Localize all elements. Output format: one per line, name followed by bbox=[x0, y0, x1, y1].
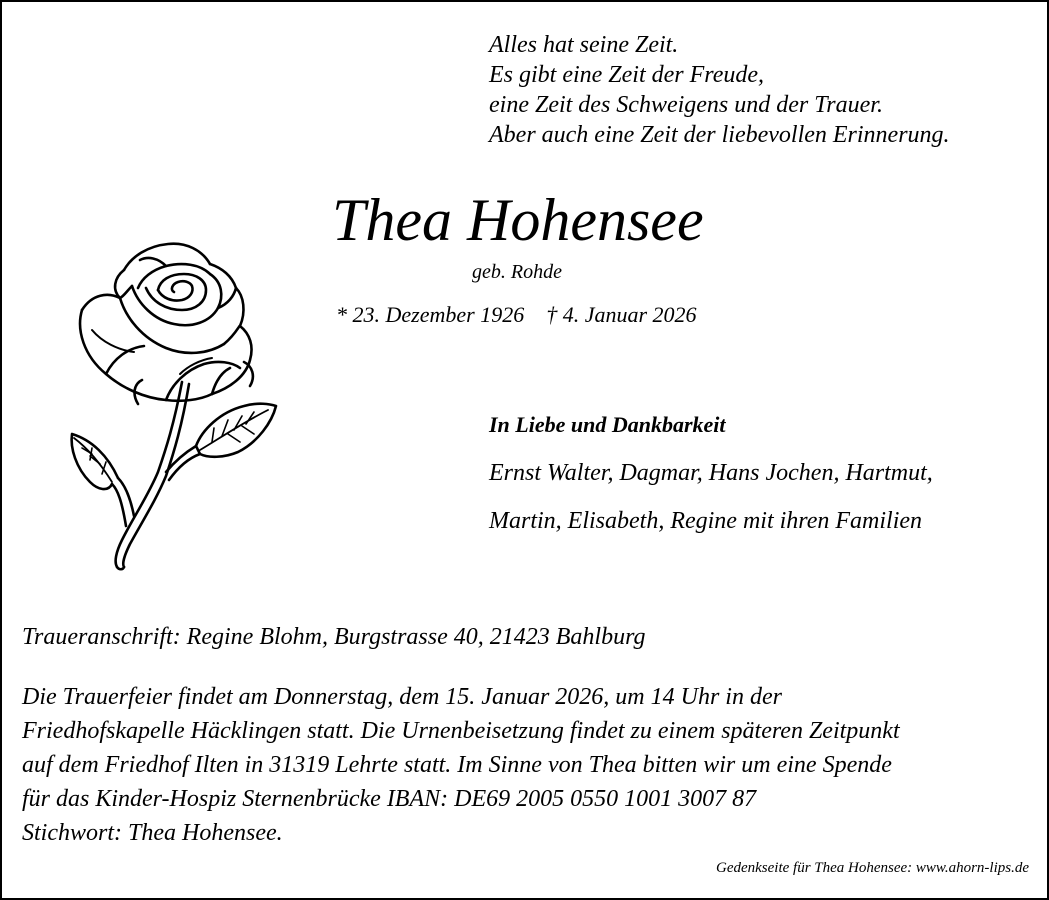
birth-date: * 23. Dezember 1926 bbox=[336, 302, 525, 327]
birth-name: geb. Rohde bbox=[472, 261, 562, 283]
funeral-details bbox=[22, 680, 900, 850]
funeral-line: für das Kinder-Hospiz Sternenbrücke IBAN: DE69 2005 0550 1001 3007 87 bbox=[22, 786, 757, 812]
life-dates bbox=[336, 302, 697, 328]
motto-line: Es gibt eine Zeit der Freude, bbox=[489, 62, 765, 88]
motto-line: Aber auch eine Zeit der liebevollen Erinnerung. bbox=[489, 122, 950, 148]
motto-verse bbox=[489, 30, 950, 150]
mourners-heading: In Liebe und Dankbarkeit bbox=[489, 412, 726, 437]
rose-icon bbox=[62, 234, 282, 574]
motto-line: Alles hat seine Zeit. bbox=[489, 32, 679, 58]
death-date: † 4. Januar 2026 bbox=[546, 302, 697, 327]
funeral-line: Stichwort: Thea Hohensee. bbox=[22, 820, 283, 846]
mourners-block bbox=[489, 410, 933, 536]
deceased-name: Thea Hohensee bbox=[332, 187, 704, 253]
mourners-line: Ernst Walter, Dagmar, Hans Jochen, Hartmut, bbox=[489, 460, 933, 486]
funeral-line: Die Trauerfeier findet am Donnerstag, dem 15. Januar 2026, um 14 Uhr in der bbox=[22, 684, 782, 710]
motto-line: eine Zeit des Schweigens und der Trauer. bbox=[489, 92, 883, 118]
memorial-page-note: Gedenkseite für Thea Hohensee: www.ahorn-lips.de bbox=[715, 860, 1029, 876]
mourning-address: Traueranschrift: Regine Blohm, Burgstrasse 40, 21423 Bahlburg bbox=[22, 624, 646, 650]
funeral-line: Friedhofskapelle Häcklingen statt. Die Urnenbeisetzung findet zu einem späteren Zeitpunkt bbox=[22, 718, 900, 744]
mourners-line: Martin, Elisabeth, Regine mit ihren Familien bbox=[489, 508, 923, 534]
funeral-line: auf dem Friedhof Ilten in 31319 Lehrte statt. Im Sinne von Thea bitten wir um eine Spende bbox=[22, 752, 892, 778]
